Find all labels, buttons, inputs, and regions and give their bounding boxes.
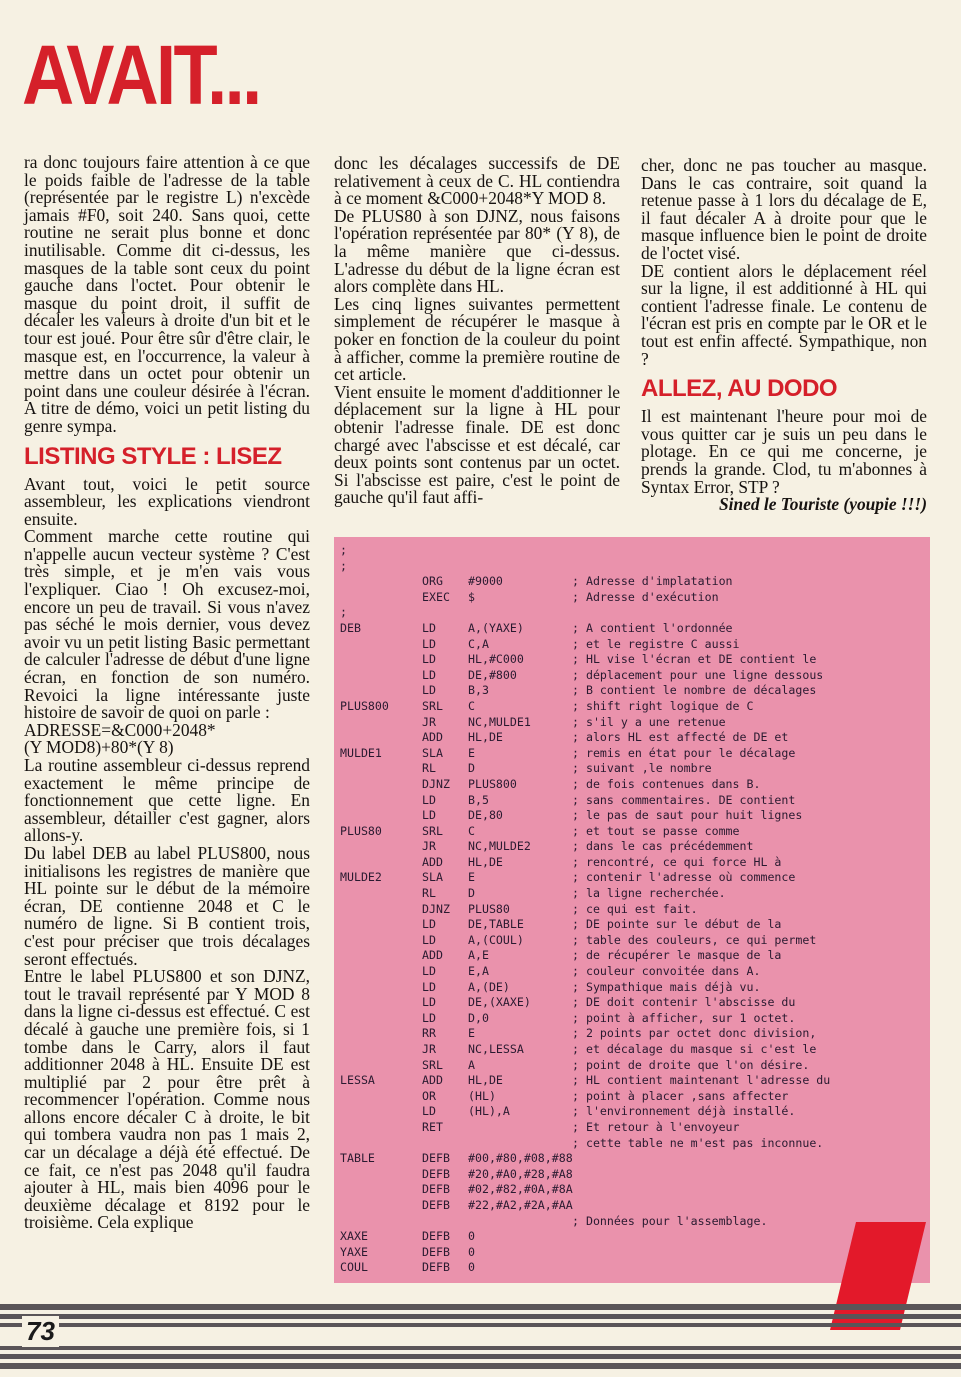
listing-line [334, 574, 930, 590]
listing-line [334, 917, 930, 933]
listing-line [334, 1011, 930, 1027]
listing-operand: NC,LESSA [468, 1042, 524, 1056]
listing-opcode: JR [422, 1042, 436, 1056]
listing-line [334, 793, 930, 809]
listing-opcode: LD [422, 792, 436, 807]
listing-line [334, 964, 930, 980]
listing-line [334, 933, 930, 949]
listing-line [334, 590, 930, 606]
paragraph: cher, donc ne pas toucher au masque. Dans le cas contraire, soit quand la retenue passe à 1 lors du décalage de E, il faut décaler A à droite pour que le masque influence bien le point de droite de l'octet visé. [641, 155, 927, 263]
listing-operand: DE,#800 [468, 667, 517, 682]
listing-opcode: SRL [422, 1057, 443, 1072]
listing-opcode: SRL [422, 823, 443, 838]
listing-label: DEB [340, 620, 361, 635]
listing-operand: A [468, 1057, 475, 1072]
listing-operand: #02,#82,#0A,#8A [468, 1182, 573, 1197]
formula: (Y MOD8)+80*(Y 8) [24, 737, 174, 758]
listing-label: ; [340, 558, 347, 573]
listing-label: XAXE [340, 1229, 368, 1244]
listing-comment: ; table des couleurs, ce qui permet [572, 932, 817, 947]
listing-opcode: ORG [422, 574, 443, 589]
listing-comment: ; point à afficher, sur 1 octet. [572, 1010, 796, 1025]
listing-operand: DE,(XAXE) [468, 995, 531, 1010]
listing-line [334, 1151, 930, 1167]
listing-operand: NC,MULDE1 [468, 714, 531, 729]
listing-comment: ; HL contient maintenant l'adresse du [572, 1073, 831, 1088]
listing-line [334, 1198, 930, 1214]
listing-operand: 0 [468, 1260, 475, 1275]
listing-opcode: LD [422, 917, 436, 932]
listing-opcode: ADD [422, 730, 443, 745]
listing-comment: ; et le registre C aussi [572, 636, 740, 651]
listing-opcode: LD [422, 636, 436, 651]
listing-comment: ; cette table ne m'est pas inconnue. [572, 1135, 824, 1150]
listing-operand: (HL) [468, 1088, 496, 1103]
assembly-listing [334, 537, 930, 1283]
listing-line [334, 746, 930, 762]
listing-line [334, 543, 930, 559]
listing-opcode: ADD [422, 854, 443, 869]
listing-comment: ; contenir l'adresse où commence [572, 870, 796, 885]
listing-line [334, 777, 930, 793]
listing-line [334, 1089, 930, 1105]
listing-opcode: DEFB [422, 1244, 450, 1259]
listing-opcode: RL [422, 761, 436, 776]
listing-comment: ; de fois contenues dans B. [572, 776, 761, 791]
listing-comment: ; Et retour à l'envoyeur [572, 1119, 740, 1134]
listing-line [334, 1104, 930, 1120]
listing-comment: ; ce qui est fait. [572, 901, 698, 916]
listing-opcode: JR [422, 714, 436, 729]
listing-label: PLUS800 [340, 698, 389, 713]
listing-comment: ; DE pointe sur le début de la [572, 917, 782, 932]
listing-opcode: LD [422, 652, 436, 667]
listing-opcode: DEFB [422, 1229, 450, 1244]
listing-operand: DE,TABLE [468, 917, 524, 932]
column-2 [334, 155, 620, 507]
subheading-listing-style: LISTING STYLE : LISEZ [24, 442, 282, 470]
listing-opcode: LD [422, 1104, 436, 1119]
page-number: 73 [22, 1316, 59, 1347]
listing-operand: C [468, 698, 475, 713]
listing-line [334, 855, 930, 871]
paragraph: Vient ensuite le moment d'additionner le déplacement sur la ligne à HL pour obtenir l'adresse finale. DE est donc chargé avec l'abscisse et est décalé, car deux points sont contenus par un octet. Si l'abscisse est paire, c'est le point de gauche qu'il faut affi- [334, 381, 620, 508]
listing-operand: #00,#80,#08,#88 [468, 1151, 573, 1166]
listing-label: YAXE [340, 1244, 368, 1259]
listing-comment: ; le pas de saut pour huit lignes [572, 808, 803, 823]
listing-label: COUL [340, 1260, 368, 1275]
listing-operand: D,0 [468, 1010, 489, 1025]
listing-operand: B,5 [468, 792, 489, 807]
listing-operand: HL,DE [468, 1073, 503, 1088]
listing-comment: ; 2 points par octet donc division, [572, 1026, 817, 1041]
headline: AVAIT... [22, 28, 260, 122]
column-3 [641, 157, 927, 514]
listing-line [334, 902, 930, 918]
listing-comment: ; couleur convoitée dans A. [572, 964, 761, 979]
listing-opcode: LD [422, 808, 436, 823]
listing-opcode: RET [422, 1119, 443, 1134]
listing-operand: E [468, 1026, 475, 1041]
listing-comment: ; rencontré, ce qui force HL à [572, 854, 782, 869]
listing-operand: #9000 [468, 574, 503, 589]
formula: ADRESSE=&C000+2048* [24, 719, 216, 740]
listing-opcode: LD [422, 683, 436, 698]
listing-opcode: LD [422, 667, 436, 682]
listing-line [334, 808, 930, 824]
footer-stripes [0, 1300, 961, 1377]
paragraph: Les cinq lignes suivantes permettent simplement de récupérer le masque à poker en fonction de la couleur du point à afficher, comme la première routine de cet article. [334, 293, 620, 385]
listing-opcode: DEFB [422, 1260, 450, 1275]
subheading-allez-au-dodo: ALLEZ, AU DODO [641, 375, 838, 403]
paragraph: De PLUS80 à son DJNZ, nous faisons l'opération représentée par 80* (Y 8), de la même manière que ci-dessus. L'adresse du début de la ligne écran est alors complète dans HL. [334, 205, 620, 297]
listing-opcode: DJNZ [422, 901, 450, 916]
listing-opcode: OR [422, 1088, 436, 1103]
listing-label: MULDE2 [340, 870, 382, 885]
listing-comment: ; remis en état pour le décalage [572, 745, 796, 760]
listing-line [334, 1136, 930, 1152]
paragraph: Du label DEB au label PLUS800, nous initialisons les registres de manière que HL pointe sur le début de la mémoire écran, DE contienne 2048 et C le numéro de ligne. Si B contient trois, c'est pour préciser que trois décalages seront effectués. [24, 842, 310, 969]
listing-comment: ; dans le cas précédemment [572, 839, 754, 854]
listing-comment: ; DE doit contenir l'abscisse du [572, 995, 796, 1010]
listing-comment: ; sans commentaires. DE contient [572, 792, 796, 807]
listing-comment: ; Sympathique mais déjà vu. [572, 979, 761, 994]
listing-line [334, 1073, 930, 1089]
signature: Sined le Touriste (youpie !!!) [718, 494, 927, 515]
listing-label: MULDE1 [340, 745, 382, 760]
listing-label: TABLE [340, 1151, 375, 1166]
listing-operand: 0 [468, 1229, 475, 1244]
listing-operand: HL,#C000 [468, 652, 524, 667]
listing-comment: ; B contient le nombre de décalages [572, 683, 817, 698]
listing-opcode: LD [422, 620, 436, 635]
listing-comment: ; et tout se passe comme [572, 823, 740, 838]
listing-line [334, 1042, 930, 1058]
listing-operand: PLUS80 [468, 901, 510, 916]
listing-line [334, 699, 930, 715]
listing-label: ; [340, 605, 347, 620]
listing-comment: ; de récupérer le masque de la [572, 948, 782, 963]
listing-comment: ; Données pour l'assemblage. [572, 1213, 768, 1228]
listing-line [334, 886, 930, 902]
listing-opcode: DEFB [422, 1151, 450, 1166]
listing-line [334, 824, 930, 840]
background-title-ghost [260, 0, 960, 130]
listing-operand: #20,#A0,#28,#A8 [468, 1166, 573, 1181]
listing-operand: HL,DE [468, 730, 503, 745]
listing-line [334, 652, 930, 668]
listing-comment: ; point à placer ,sans affecter [572, 1088, 789, 1103]
listing-opcode: DEFB [422, 1197, 450, 1212]
listing-comment: ; A contient l'ordonnée [572, 620, 733, 635]
paragraph: Il est maintenant l'heure pour moi de vous quitter car je suis un peu dans le plotage. En ce qui me concerne, je prends la grande. Clod, tu m'abonnes à Syntax Error, STP ? [641, 406, 927, 497]
listing-line [334, 1058, 930, 1074]
listing-line [334, 1120, 930, 1136]
listing-operand: DE,80 [468, 808, 503, 823]
listing-operand: NC,MULDE2 [468, 839, 531, 854]
listing-comment: ; et décalage du masque si c'est le [572, 1042, 817, 1056]
listing-line [334, 1167, 930, 1183]
listing-operand: A,(DE) [468, 979, 510, 994]
listing-comment: ; déplacement pour une ligne dessous [572, 667, 824, 682]
listing-opcode: DJNZ [422, 776, 450, 791]
listing-operand: C [468, 823, 475, 838]
listing-opcode: SLA [422, 745, 443, 760]
listing-comment: ; Adresse d'exécution [572, 589, 719, 604]
listing-opcode: RR [422, 1026, 436, 1041]
listing-line [334, 761, 930, 777]
listing-line [334, 668, 930, 684]
listing-opcode: EXEC [422, 589, 450, 604]
listing-label: LESSA [340, 1073, 375, 1088]
listing-line [334, 559, 930, 575]
listing-line [334, 621, 930, 637]
listing-comment: ; la ligne recherchée. [572, 886, 726, 901]
listing-line [334, 1182, 930, 1198]
listing-code [334, 543, 930, 1276]
listing-label: ; [340, 543, 347, 557]
listing-comment: ; HL vise l'écran et DE contient le [572, 652, 817, 667]
listing-opcode: DEFB [422, 1182, 450, 1197]
listing-operand: A,E [468, 948, 489, 963]
listing-operand: (HL),A [468, 1104, 510, 1119]
listing-comment: ; Adresse d'implatation [572, 574, 733, 589]
listing-operand: D [468, 761, 475, 776]
listing-opcode: DEFB [422, 1166, 450, 1181]
listing-comment: ; alors HL est affecté de DE et [572, 730, 789, 745]
listing-operand: D [468, 886, 475, 901]
listing-operand: C,A [468, 636, 489, 651]
listing-opcode: RL [422, 886, 436, 901]
listing-comment: ; l'environnement déjà installé. [572, 1104, 796, 1119]
listing-operand: HL,DE [468, 854, 503, 869]
listing-opcode: LD [422, 932, 436, 947]
paragraph: ra donc toujours faire attention à ce que le poids faible de l'adresse de la table (représentée par le registre L) n'excède jamais #F0, soit 240. Sans quoi, cette routine ne serait plus bonne et donc inutilisable. Comme dit ci-dessus, les masques de la table sont ceux du point gauche dans l'octet. Pour obtenir le masque du point droit, il suffit de décaler les valeurs à droite d'un bit et le tour est joué. Pour être sûr d'être clair, le masque est, en l'occurrence, la valeur à mettre dans un octet pour obtenir un point dans une couleur désirée à l'écran. A titre de démo, voici un petit listing du genre sympa. [24, 152, 310, 436]
column-1 [24, 154, 310, 1232]
listing-operand: B,3 [468, 683, 489, 698]
listing-opcode: LD [422, 1010, 436, 1025]
listing-opcode: LD [422, 995, 436, 1010]
listing-operand: E [468, 745, 475, 760]
listing-operand: #22,#A2,#2A,#AA [468, 1197, 573, 1212]
paragraph: La routine assembleur ci-dessus reprend exactement le même principe de fonctionnement que cette ligne. En assembleur, détailler c'est gagner, alors allons-y. [24, 755, 310, 846]
listing-line [334, 980, 930, 996]
paragraph: donc les décalages successifs de DE relativement à ceux de C. HL contiendra à ce moment &C000+2048*Y MOD 8. [334, 153, 620, 209]
listing-line [334, 948, 930, 964]
listing-opcode: SLA [422, 870, 443, 885]
listing-operand: E [468, 870, 475, 885]
listing-operand: $ [468, 589, 475, 604]
listing-label: PLUS80 [340, 823, 382, 838]
listing-comment: ; suivant ,le nombre [572, 761, 712, 776]
listing-line [334, 839, 930, 855]
listing-operand: E,A [468, 964, 489, 979]
listing-comment: ; point de droite que l'on désire. [572, 1057, 810, 1072]
listing-opcode: ADD [422, 948, 443, 963]
paragraph: Comment marche cette routine qui n'appelle aucun vecteur système ? C'est très simple, et je m'en vais vous l'expliquer. Ciao ! Oh excusez-moi, encore un peu de travail. Si vous n'avez pas séché le mois dernier, vous devez avoir vu un petit listing Basic permettant de calculer l'adresse de début d'une ligne écran, en fonction de son numéro. Revoici la ligne intéressante juste histoire de savoir de quoi on parle : [24, 526, 310, 723]
listing-operand: A,(COUL) [468, 932, 524, 947]
listing-line [334, 995, 930, 1011]
listing-operand: PLUS800 [468, 776, 517, 791]
listing-operand: A,(YAXE) [468, 620, 524, 635]
listing-opcode: JR [422, 839, 436, 854]
listing-line [334, 870, 930, 886]
paragraph: DE contient alors le déplacement réel sur la ligne, il est additionné à HL qui contient l'adresse finale. Le contenu de l'écran est pris en compte par le OR et le tout est enfin affecté. Sympathique, non ? [641, 260, 927, 369]
listing-comment: ; s'il y a une retenue [572, 714, 726, 729]
listing-line [334, 605, 930, 621]
listing-line [334, 715, 930, 731]
listing-line [334, 637, 930, 653]
listing-line [334, 1026, 930, 1042]
listing-comment: ; shift right logique de C [572, 698, 754, 713]
paragraph: Entre le label PLUS800 et son DJNZ, tout le travail représenté par Y MOD 8 dans la ligne ci-dessus est effectué. C est décalé à gauche une première fois, si 1 tombe dans le Carry, alors il faut additionner 2048 à HL. Ensuite DE est multiplié par 2 pour être prêt à recommencer l'opération. Comme nous allons encore décaler C à droite, le bit qui tombera vaudra non pas 1 mais 2, car un décalage a déjà été effectué. De ce fait, ce n'est pas 2048 qu'il faudra ajouter à HL, mais bien 4096 pour le deuxième décalage et 8192 pour le troisième. Cela explique [24, 966, 310, 1233]
listing-opcode: LD [422, 964, 436, 979]
listing-operand: 0 [468, 1244, 475, 1259]
listing-opcode: LD [422, 979, 436, 994]
listing-opcode: ADD [422, 1073, 443, 1088]
listing-opcode: SRL [422, 698, 443, 713]
listing-line [334, 683, 930, 699]
listing-line [334, 730, 930, 746]
paragraph: Avant tout, voici le petit source assembleur, les explications viendront ensuite. [24, 473, 310, 529]
